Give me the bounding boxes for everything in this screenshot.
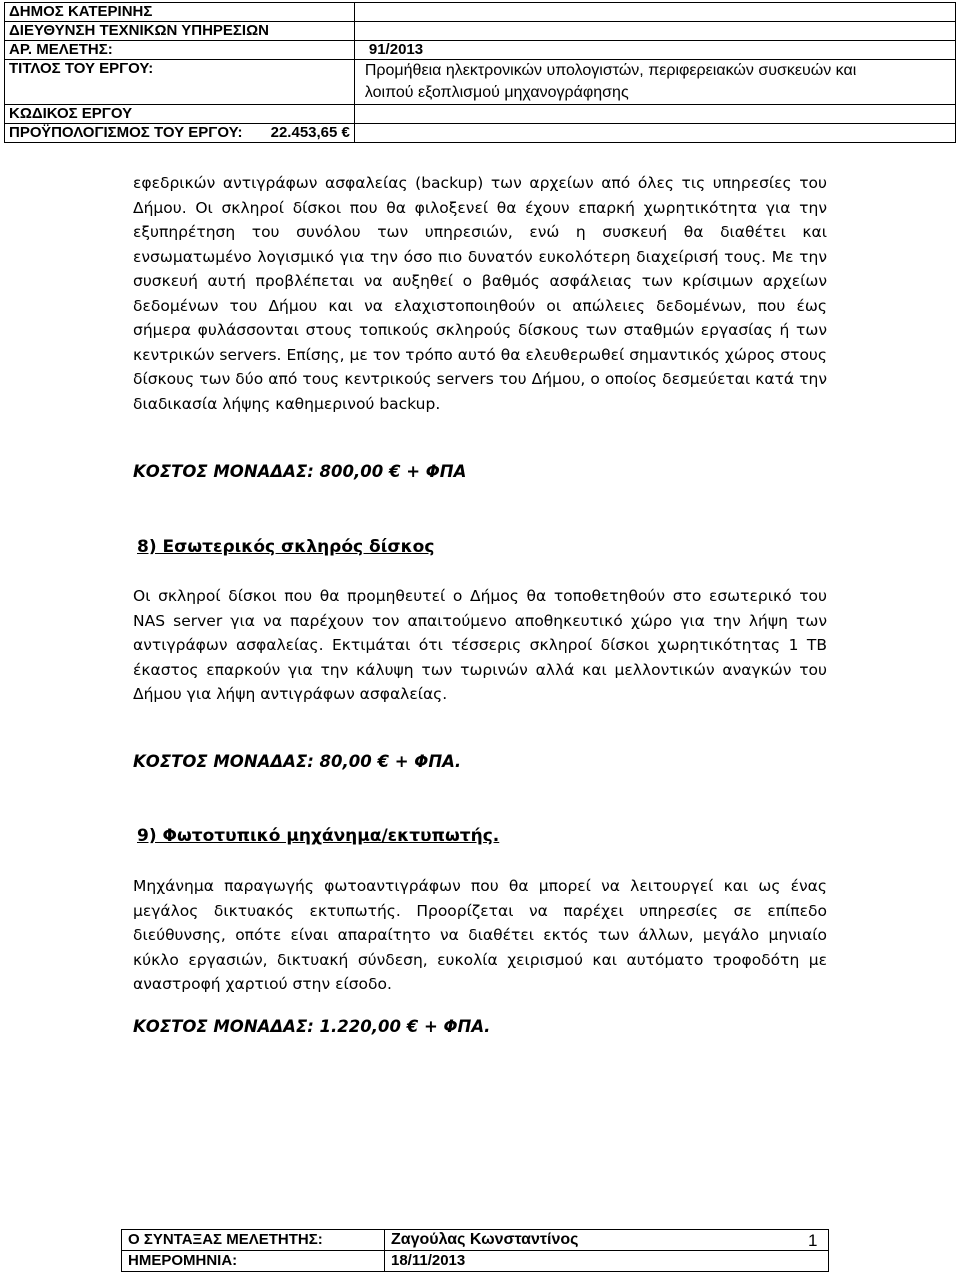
section8-unit-cost: ΚΟΣΤΟΣ ΜΟΝΑΔΑΣ: 80,00 € + ΦΠΑ.	[133, 752, 462, 771]
section9-heading: 9) Φωτοτυπικό μηχάνημα/εκτυπωτής.	[137, 826, 500, 846]
header-empty-cell	[354, 124, 955, 143]
project-code-label: ΚΩΔΙΚΟΣ ΕΡΓΟΥ	[5, 105, 355, 124]
budget-label: ΠΡΟΫΠΟΛΟΓΙΣΜΟΣ ΤΟΥ ΕΡΓΟΥ: 22.453,65 €	[5, 124, 355, 143]
page-number: 1	[808, 1231, 818, 1250]
study-number-value: 91/2013	[354, 41, 955, 60]
author-name: Ζαγούλας Κωνσταντίνος	[385, 1230, 829, 1251]
section9-unit-cost: ΚΟΣΤΟΣ ΜΟΝΑΔΑΣ: 1.220,00 € + ΦΠΑ.	[133, 1017, 491, 1036]
project-title-line-2: λοιπού εξοπλισμού μηχανογράφησης	[364, 84, 629, 101]
date-label: ΗΜΕΡΟΜΗΝΙΑ:	[122, 1251, 385, 1272]
date-value: 18/11/2013	[385, 1251, 829, 1272]
header-empty-cell	[354, 22, 955, 41]
section8-paragraph: Οι σκληροί δίσκοι που θα προμηθευτεί ο Δήμος θα τοποθετηθούν στο εσωτερικό του NAS server για να παρέχουν τον απαιτούμενο αποθηκευτικό χώρο για την λήψη των αντιγράφων ασφαλείας. Εκτιμάται ότι τέσσερις σκληροί δίσκοι χωρητικότητας 1 TB έκαστος επαρκούν για την κάλυψη των τωρινών αλλά και μελλοντικών αναγκών του Δήμου για λήψη αντιγράφων ασφαλείας.	[133, 587, 827, 703]
section9-paragraph: Μηχάνημα παραγωγής φωτοαντιγράφων που θα μπορεί να λειτουργεί και ως ένας μεγάλος δικτυακός εκτυπωτής. Προορίζεται να παρέχει υπηρεσίες σε επίπεδο διεύθυνσης, οπότε είναι απαραίτητο να διαθέτει εκτός των άλλων, μεγάλο μηνιαίο κύκλο εργασιών, δικτυακή σύνδεση, ευκολία χειρισμού και αυτόματο τροφοδότη με αναστροφή χαρτιού στην είσοδο.	[133, 877, 827, 993]
budget-value: 22.453,65 €	[270, 124, 350, 141]
document-header-table	[4, 2, 956, 143]
project-title-label: ΤΙΤΛΟΣ ΤΟΥ ΕΡΓΟΥ:	[5, 60, 355, 105]
section8-heading: 8) Εσωτερικός σκληρός δίσκος	[137, 537, 435, 557]
municipality-name: ΔΗΜΟΣ ΚΑΤΕΡΙΝΗΣ	[5, 3, 355, 22]
signature-table	[121, 1229, 829, 1272]
project-title-value	[354, 60, 955, 105]
header-empty-cell	[354, 3, 955, 22]
header-empty-cell	[354, 105, 955, 124]
study-number-label: ΑΡ. ΜΕΛΕΤΗΣ:	[5, 41, 355, 60]
project-title-line-1: Προμήθεια ηλεκτρονικών υπολογιστών, περιφερειακών συσκευών και	[364, 62, 857, 79]
author-label: Ο ΣΥΝΤΑΞΑΣ ΜΕΛΕΤΗΤΗΣ:	[122, 1230, 385, 1251]
directorate-name: ΔΙΕΥΘΥΝΣΗ ΤΕΧΝΙΚΩΝ ΥΠΗΡΕΣΙΩΝ	[5, 22, 355, 41]
section7-paragraph: εφεδρικών αντιγράφων ασφαλείας (backup) των αρχείων από όλες τις υπηρεσίες του Δήμου. Οι σκληροί δίσκοι που θα φιλοξενεί θα έχουν επαρκή χωρητικότητα για την εξυπηρέτηση του συνόλου των υπηρεσιών, ενώ η συσκευή θα διαθέτει και ενσωματωμένο λογισμικό για την όσο πιο δυνατόν ευκολότερη διαχείρισή τους. Με την συσκευή αυτή προβλέπεται να αυξηθεί ο βαθμός ασφάλειας των κρίσιμων αρχείων δεδομένων του Δήμου και να ελαχιστοποιηθούν οι απώλειες δεδομένων, που έως σήμερα φυλάσσονται στους τοπικούς σκληρούς δίσκους των σταθμών εργασίας ή των κεντρικών servers. Επίσης, με τον τρόπο αυτό θα ελευθερωθεί σημαντικός χώρος στους δίσκους των δύο από τους κεντρικούς servers του Δήμου, ο οποίος δεσμεύεται κατά την διαδικασία λήψης καθημερινού backup.	[133, 174, 827, 413]
section7-unit-cost: ΚΟΣΤΟΣ ΜΟΝΑΔΑΣ: 800,00 € + ΦΠΑ	[133, 462, 467, 481]
